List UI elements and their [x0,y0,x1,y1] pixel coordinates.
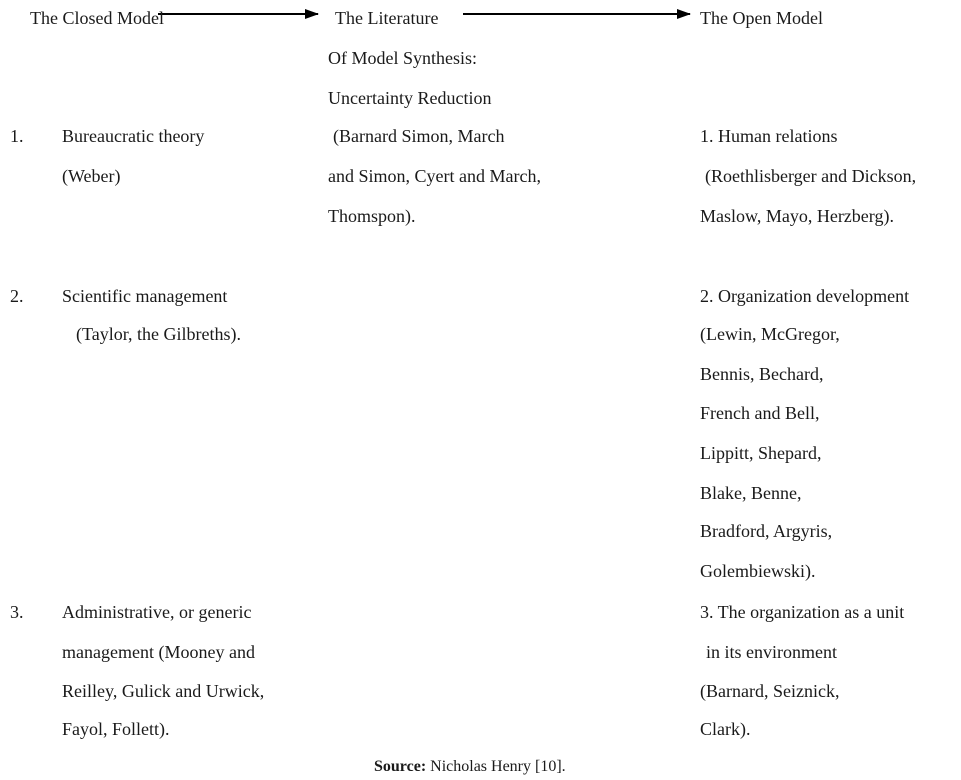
closed-item-2-line-1: Scientific management [62,286,228,306]
source-label: Source: [374,758,427,775]
closed-item-1-number: 1. [10,126,24,146]
open-item-2-line-6: Blake, Benne, [700,483,802,503]
open-item-2-line-7: Bradford, Argyris, [700,521,833,541]
literature-header-line-2: Of Model Synthesis: [328,48,478,68]
closed-item-2-number: 2. [10,286,24,306]
open-model-header: The Open Model [700,8,823,28]
open-item-2-line-5: Lippitt, Shepard, [700,443,822,463]
open-item-3-line-2: in its environment [706,642,837,662]
closed-item-3-line-3: Reilley, Gulick and Urwick, [62,681,265,701]
closed-model-header: The Closed Model [30,8,164,28]
open-item-2-line-4: French and Bell, [700,403,820,423]
open-item-1-line-3: Maslow, Mayo, Herzberg). [700,206,894,226]
source-caption [374,759,566,775]
closed-item-3-line-4: Fayol, Follett). [62,719,170,739]
open-item-3-line-4: Clark). [700,719,751,739]
closed-item-1-line-2: (Weber) [62,166,121,186]
closed-item-3-line-1: Administrative, or generic [62,602,252,622]
literature-ref-line-1: (Barnard Simon, March [333,126,505,146]
closed-item-2-line-2: (Taylor, the Gilbreths). [76,324,241,344]
closed-item-1-line-1: Bureaucratic theory [62,126,205,146]
closed-item-3-line-2: management (Mooney and [62,642,255,662]
literature-ref-line-2: and Simon, Cyert and March, [328,166,541,186]
open-item-3-line-3: (Barnard, Seiznick, [700,681,840,701]
open-item-2-line-8: Golembiewski). [700,561,816,581]
source-text: Nicholas Henry [10]. [426,758,566,775]
literature-header-line-3: Uncertainty Reduction [328,88,492,108]
literature-header-line-1: The Literature [335,8,439,28]
closed-item-3-number: 3. [10,602,24,622]
literature-ref-line-3: Thomspon). [328,206,416,226]
open-item-2-line-1: 2. Organization development [700,286,910,306]
open-item-2-line-3: Bennis, Bechard, [700,364,824,384]
open-item-3-line-1: 3. The organization as a unit [700,602,905,622]
open-item-1-line-1: 1. Human relations [700,126,838,146]
open-item-1-line-2: (Roethlisberger and Dickson, [705,166,917,186]
open-item-2-line-2: (Lewin, McGregor, [700,324,840,344]
